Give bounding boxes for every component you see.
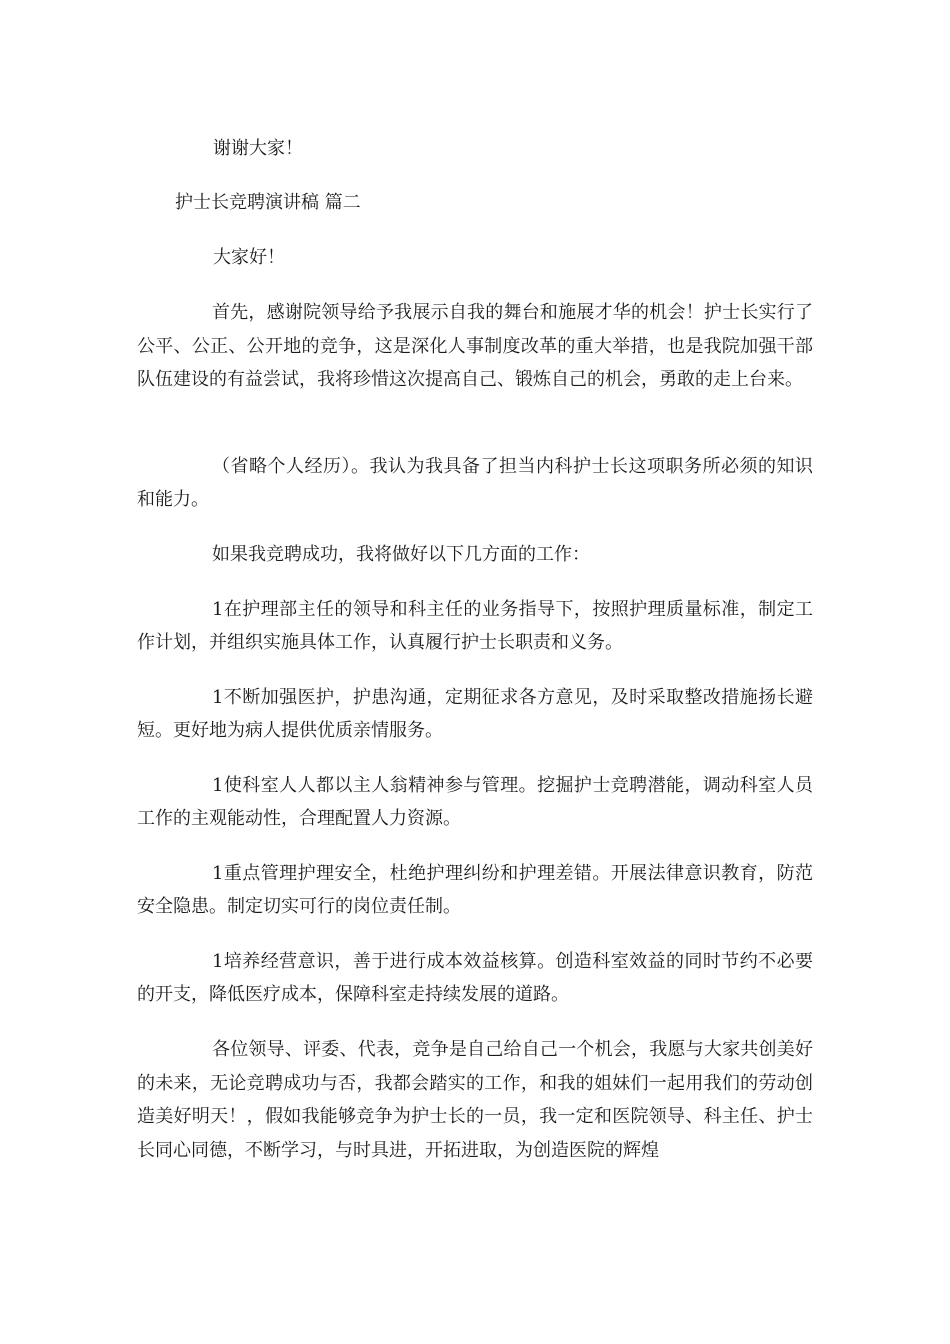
paragraph-item-3: 1使科室人人都以主人翁精神参与管理。挖掘护士竞聘潜能，调动科室人员工作的主观能动性，合理配置人力资源。 <box>137 775 813 829</box>
paragraph-experience: （省略个人经历）。我认为我具备了担当内科护士长这项职务所必须的知识和能力。 <box>137 456 813 510</box>
paragraph-item-2: 1不断加强医护，护患沟通，定期征求各方意见，及时采取整改措施扬长避短。更好地为病人提供优质亲情服务。 <box>137 687 813 741</box>
closing-thanks: 谢谢大家！ <box>213 138 303 159</box>
paragraph-opening: 首先，感谢院领导给予我展示自我的舞台和施展才华的机会！护士长实行了公平、公正、公开地的竞争，这是深化人事制度改革的重大举措，也是我院加强干部队伍建设的有益尝试，我将珍惜这次提高自己、锻炼自己的机会，勇敢的走上台来。 <box>137 302 813 390</box>
section-title: 护士长竞聘演讲稿 篇二 <box>175 192 361 213</box>
paragraph-work-intro: 如果我竞聘成功，我将做好以下几方面的工作： <box>212 544 590 565</box>
greeting: 大家好！ <box>213 247 285 268</box>
paragraph-item-4: 1重点管理护理安全，杜绝护理纠纷和护理差错。开展法律意识教育，防范安全隐患。制定切实可行的岗位责任制。 <box>137 863 813 917</box>
paragraph-closing: 各位领导、评委、代表，竞争是自己给自己一个机会，我愿与大家共创美好的未来，无论竞聘成功与否，我都会踏实的工作，和我的姐妹们一起用我们的劳动创造美好明天！，假如我能够竞争为护士长的一员，我一定和医院领导、科主任、护士长同心同德，不断学习，与时具进，开拓进取，为创造医院的辉煌 <box>137 1039 813 1161</box>
paragraph-item-5: 1培养经营意识，善于进行成本效益核算。创造科室效益的同时节约不必要的开支，降低医疗成本，保障科室走持续发展的道路。 <box>137 951 813 1005</box>
paragraph-item-1: 1在护理部主任的领导和科主任的业务指导下，按照护理质量标准，制定工作计划，并组织实施具体工作，认真履行护士长职责和义务。 <box>137 599 813 653</box>
